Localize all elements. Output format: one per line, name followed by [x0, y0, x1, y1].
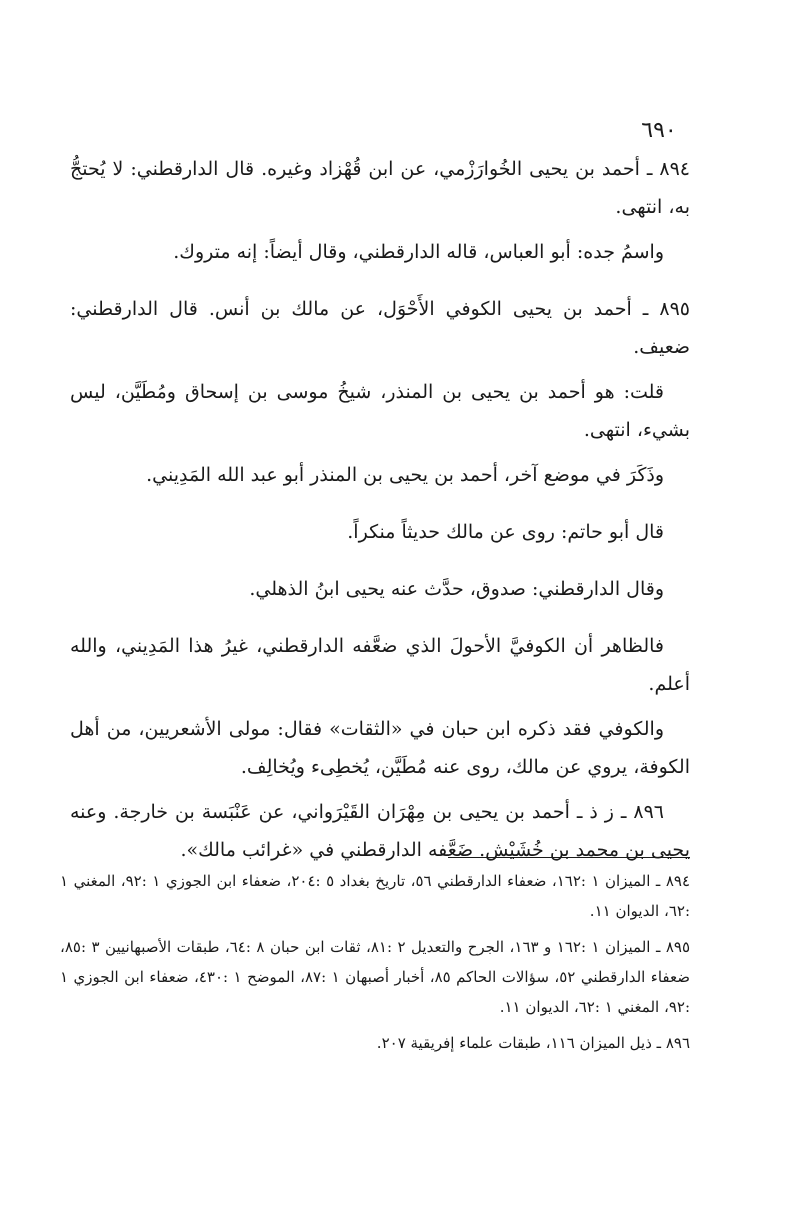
entry-895: ٨٩٥ ـ أحمد بن يحيى الكوفي الأَحْوَل، عن مالك بن أنس. قال الدارقطني: ضعيف. — [70, 298, 690, 358]
footnotes — [60, 866, 690, 1064]
footnote-894: ٨٩٤ ـ الميزان ١ :١٦٢، ضعفاء الدارقطني ٥٦، تاريخ بغداد ٥ :٢٠٤، ضعفاء ابن الجوزي ١ :٩٢، المغني ١ :٦٢، الديوان ١١. — [60, 872, 690, 920]
entry-895-abu-hatim: قال أبو حاتم: روى عن مالك حديثاً منكراً. — [347, 521, 664, 543]
entry-896: ٨٩٦ ـ ز ذ ـ أحمد بن يحيى بن مِهْرَان القَيْرَواني، عن عَنْبَسة بن خارجة. وعنه يحيى بن محمد بن خُشَيْش. ضَعَّفه الدارقطني في «غرائب مالك». — [70, 801, 690, 861]
entry-895-ibn-hibban: والكوفي فقد ذكره ابن حبان في «الثقات» فقال: مولى الأشعريين، من أهل الكوفة، يروي عن مالك، روى عنه مُطَيَّن، يُخطِىء ويُخالِف. — [70, 718, 690, 778]
entry-895-comment: قلت: هو أحمد بن يحيى بن المنذر، شيخُ موسى بن إسحاق ومُطَيَّن، ليس بشيء، انتهى. — [70, 381, 690, 441]
footnote-895: ٨٩٥ ـ الميزان ١ :١٦٢ و ١٦٣، الجرح والتعديل ٢ :٨١، ثقات ابن حبان ٨ :٦٤، طبقات الأصبهانيين ٣ :٨٥، ضعفاء الدارقطني ٥٢، سؤالات الحاكم ٨٥، أخبار أصبهان ١ :٨٧، الموضح ١ :٤٣٠، ضعفاء ابن الجوزي ١ :٩٢، المغني ١ :٦٢، الديوان ١١. — [60, 938, 690, 1016]
entry-894-note: واسمُ جده: أبو العباس، قاله الدارقطني، وقال أيضاً: إنه متروك. — [173, 241, 664, 263]
entry-895-daraqutni: وقال الدارقطني: صدوق، حدَّث عنه يحيى ابنُ الذهلي. — [249, 578, 664, 600]
footnote-896: ٨٩٦ ـ ذيل الميزان ١١٦، طبقات علماء إفريقية ٢٠٧. — [376, 1034, 690, 1052]
entry-895-conclusion: فالظاهر أن الكوفيَّ الأحولَ الذي ضعَّفه الدارقطني، غيرُ هذا المَدِيني، والله أعلم. — [70, 635, 690, 695]
main-text — [70, 150, 690, 888]
page-number: ٦٩٠ — [641, 118, 677, 143]
entry-894: ٨٩٤ ـ أحمد بن يحيى الخُوارَزْمي، عن ابن قُهْزاد وغيره. قال الدارقطني: لا يُحتجُّ به، انتهى. — [70, 158, 690, 218]
footnote-divider — [448, 857, 690, 858]
entry-895-other-place: وذَكَرَ في موضع آخر، أحمد بن يحيى بن المنذر أبو عبد الله المَدِيني. — [146, 464, 664, 486]
